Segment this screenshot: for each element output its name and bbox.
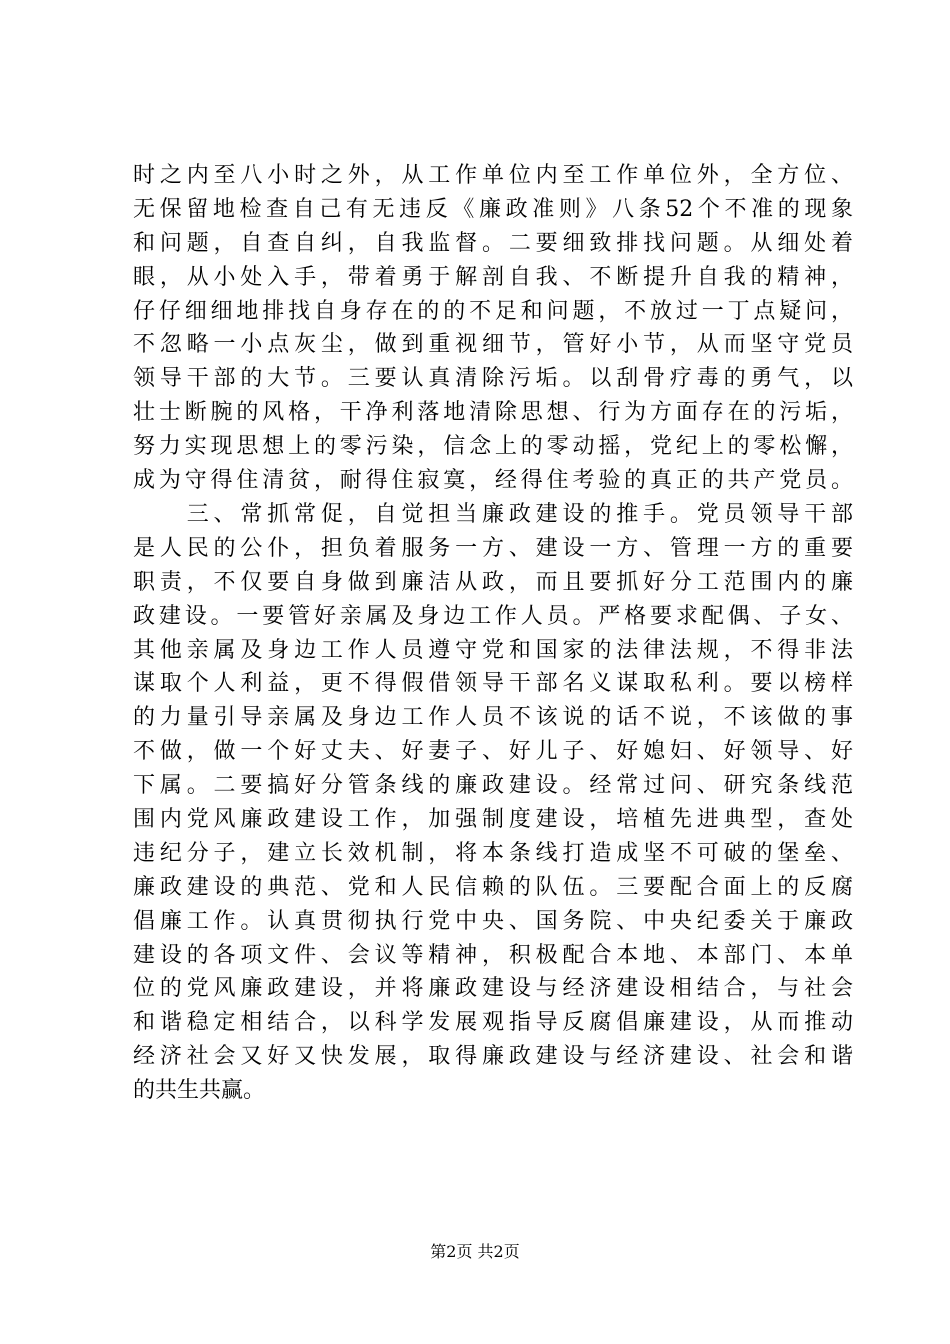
paragraph-line: 是人民的公仆，担负着服务一方、建设一方、管理一方的重要	[133, 535, 853, 561]
paragraph-line: 壮士断腕的风格，干净利落地清除思想、行为方面存在的污垢，	[133, 400, 853, 426]
paragraph-line: 建设的各项文件、会议等精神，积极配合本地、本部门、本单	[133, 942, 853, 968]
paragraph-line: 不忽略一小点灰尘，做到重视细节，管好小节，从而坚守党员	[133, 332, 853, 358]
paragraph-line: 无保留地检查自己有无违反《廉政准则》八条52个不准的现象	[133, 196, 853, 222]
paragraph-line: 倡廉工作。认真贯彻执行党中央、国务院、中央纪委关于廉政	[133, 908, 853, 934]
paragraph-line: 时之内至八小时之外，从工作单位内至工作单位外，全方位、	[133, 163, 853, 188]
paragraph-line: 眼，从小处入手，带着勇于解剖自我、不断提升自我的精神，	[133, 264, 853, 290]
paragraph-line: 和谐稳定相结合，以科学发展观指导反腐倡廉建设，从而推动	[133, 1010, 853, 1036]
paragraph-line: 经济社会又好又快发展，取得廉政建设与经济建设、社会和谐	[133, 1044, 853, 1070]
paragraph-line: 成为守得住清贫，耐得住寂寞，经得住考验的真正的共产党员。	[133, 468, 853, 494]
paragraph-line: 围内党风廉政建设工作，加强制度建设，培植先进典型，查处	[133, 807, 853, 833]
paragraph-line: 其他亲属及身边工作人员遵守党和国家的法律法规，不得非法	[133, 637, 853, 663]
paragraph-continued	[133, 159, 853, 498]
paragraph-line: 违纪分子，建立长效机制，将本条线打造成坚不可破的堡垒、	[133, 840, 853, 866]
paragraph-line: 位的党风廉政建设，并将廉政建设与经济建设相结合，与社会	[133, 976, 853, 1002]
paragraph-line: 的共生共赢。	[133, 1078, 266, 1104]
paragraph-line: 三、常抓常促，自觉担当廉政建设的推手。党员领导干部	[133, 502, 853, 527]
paragraph-line: 领导干部的大节。三要认真清除污垢。以刮骨疗毒的勇气，以	[133, 366, 853, 392]
paragraph-line: 仔仔细细地排找自身存在的的不足和问题，不放过一丁点疑问，	[133, 298, 853, 324]
paragraph-line: 和问题，自查自纠，自我监督。二要细致排找问题。从细处着	[133, 230, 853, 256]
page-footer: 第2页 共2页	[430, 1242, 520, 1261]
paragraph-line: 下属。二要搞好分管条线的廉政建设。经常过问、研究条线范	[133, 773, 853, 799]
paragraph-line: 努力实现思想上的零污染，信念上的零动摇，党纪上的零松懈，	[133, 434, 853, 460]
paragraph-line: 职责，不仅要自身做到廉洁从政，而且要抓好分工范围内的廉	[133, 569, 853, 595]
paragraph-line: 不做，做一个好丈夫、好妻子、好儿子、好媳妇、好领导、好	[133, 739, 853, 765]
paragraph-line: 廉政建设的典范、党和人民信赖的队伍。三要配合面上的反腐	[133, 874, 853, 900]
paragraph-line: 谋取个人利益，更不得假借领导干部名义谋取私利。要以榜样	[133, 671, 853, 697]
paragraph-section-three	[133, 498, 853, 1108]
paragraph-line: 的力量引导亲属及身边工作人员不该说的话不说，不该做的事	[133, 705, 853, 731]
paragraph-line: 政建设。一要管好亲属及身边工作人员。严格要求配偶、子女、	[133, 603, 853, 629]
